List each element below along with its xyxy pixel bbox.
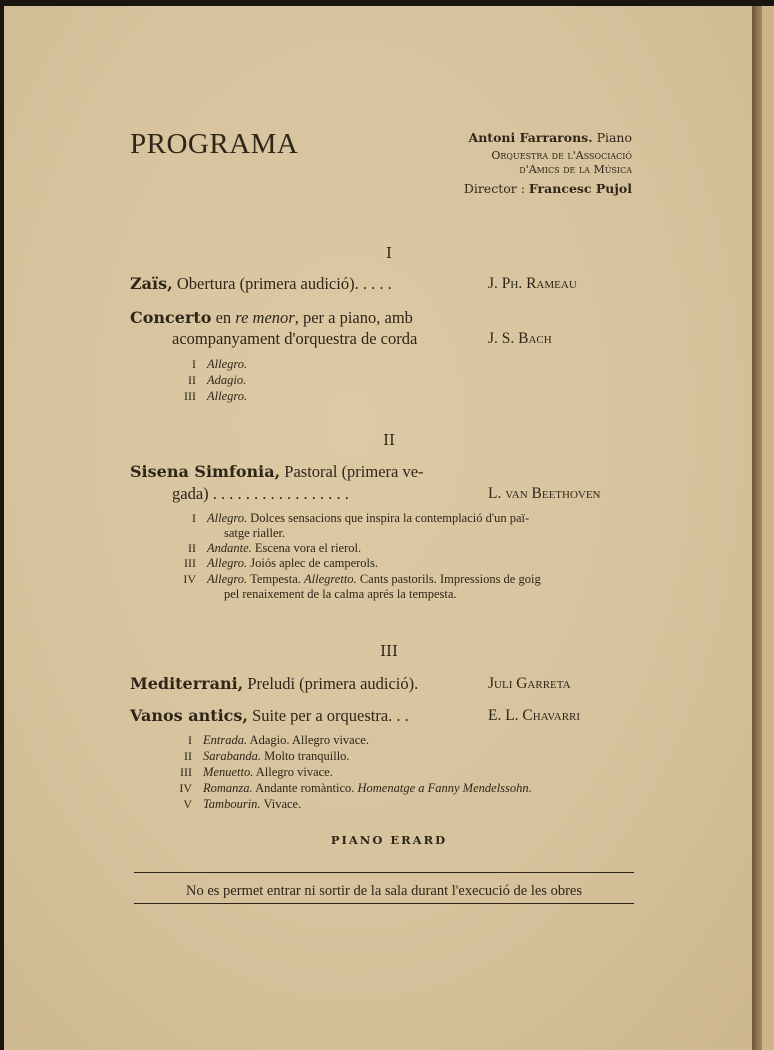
work-mediterrani [130,674,418,694]
piano-note: PIANO ERARD [330,833,448,847]
composer-bach: J. S. Bach [488,330,552,347]
work-description: Suite per a orquestra. . . [252,706,409,725]
movement-number: II [184,749,192,763]
movement-tempo-text: Adagio. [207,373,247,387]
movement-number: IV [183,572,196,586]
work-title: Vanos antics, [130,706,248,725]
movement-line [203,781,532,796]
movement-number: III [184,556,196,570]
movement-number: V [183,797,192,811]
work-title: Concerto [130,308,212,327]
movement-tempo: Andante. [207,541,252,555]
composer-beethoven: L. van Beethoven [488,485,601,502]
divider-bottom [134,903,634,904]
movement-text: Allegro vivace. [255,765,333,779]
divider-top [134,872,634,873]
movement-line [207,541,361,556]
composer-garreta: Juli Garreta [488,675,571,692]
movement-line [207,511,529,526]
work-description-pre: en [215,308,232,327]
director-name: Francesc Pujol [528,181,632,196]
movement-line [203,749,350,764]
footer-notice: No es permet entrar ni sortir de la sala durant l'execució de les obres [186,883,582,899]
page-title: PROGRAMA [130,128,299,160]
movement-line [207,556,378,571]
composer-rameau: J. Ph. Rameau [488,275,577,292]
movement-number: I [188,733,192,747]
movement-tempo: Menuetto. [203,765,254,779]
movement-tempo: Tambourin. [203,797,261,811]
movement-number: II [188,373,196,387]
section-heading-2: II [383,431,395,449]
movement-tempo: Sarabanda. [203,749,261,763]
movement-text: Andante romàntico. [255,781,355,795]
movement-number: III [184,389,196,403]
work-description-line2: acompanyament d'orquestra de corda [172,329,418,348]
movement-tempo: Allegro. [207,556,248,570]
movement-number: II [188,541,196,555]
work-description: Preludi (primera audició). [247,674,419,693]
movement-text-cont: satge rialler. [224,526,286,540]
work-vanos-antics [130,706,409,726]
movement-line [203,733,369,748]
movement-text: Vivace. [263,797,302,811]
movement-number: I [192,357,196,371]
movement-text: Adagio. Allegro vivace. [249,733,369,747]
movement-text: Tempesta. [250,572,301,586]
movement-number: III [180,765,192,779]
performer-role: Piano [596,130,632,145]
movement-tempo-2: Allegretto. [304,572,357,586]
work-title: Sisena Simfonia, [130,462,281,481]
work-description-post: , per a piano, amb [294,308,413,327]
movement-text: Molto tranquillo. [264,749,350,763]
movement-tempo: Romanza. [203,781,253,795]
page-edge [762,6,774,1050]
movement-text: Dolces sensacions que inspira la contemplació d'un paï- [250,511,530,525]
movement-dedication: Homenatge a Fanny Mendelssohn. [357,781,532,795]
binding-spine [752,6,762,1050]
work-sisena-simfonia [130,462,424,482]
movement-number: I [192,511,196,525]
movement-tempo [207,373,246,388]
work-description-line2: gada) . . . . . . . . . . . . . . . . . [172,484,349,503]
movement-number: IV [179,781,192,795]
orchestra-line-2: d'Amics de la Música [519,163,632,176]
movement-tempo [207,357,247,372]
movement-tempo: Entrada. [203,733,248,747]
work-concerto [130,308,413,328]
work-title: Mediterrani, [130,674,244,693]
composer-chavarri: E. L. Chavarri [488,707,581,724]
movement-text-cont: pel renaixement de la calma aprés la tempesta. [224,587,457,601]
movement-text: Escena vora el rierol. [254,541,362,555]
movement-tempo: Allegro. [207,572,248,586]
work-title: Zaïs, [130,274,173,293]
section-heading-3: III [380,642,398,660]
section-heading-1: I [386,244,392,262]
work-description-key: re menor [235,308,295,327]
orchestra-line-1: Orquestra de l'Associació [491,149,632,162]
movement-tempo-text: Allegro. [207,357,248,371]
movement-text-after: Cants pastorils. Impressions de goig [359,572,541,586]
movement-line [207,572,541,587]
performer-line [469,130,632,145]
movement-tempo-text: Allegro. [207,389,248,403]
movement-tempo: Allegro. [207,511,248,525]
performer-name: Antoni Farrarons. [468,130,593,145]
work-description: Pastoral (primera ve- [284,462,424,481]
movement-text: Joiós aplec de camperols. [250,556,379,570]
work-description: Obertura (primera audició). . . . . [176,274,392,293]
movement-tempo [207,389,247,404]
director-label: Director : [463,181,525,196]
movement-line [203,797,301,812]
director-line [464,181,632,196]
movement-line [203,765,333,780]
program-page [4,6,774,1050]
work-zais [130,274,392,294]
